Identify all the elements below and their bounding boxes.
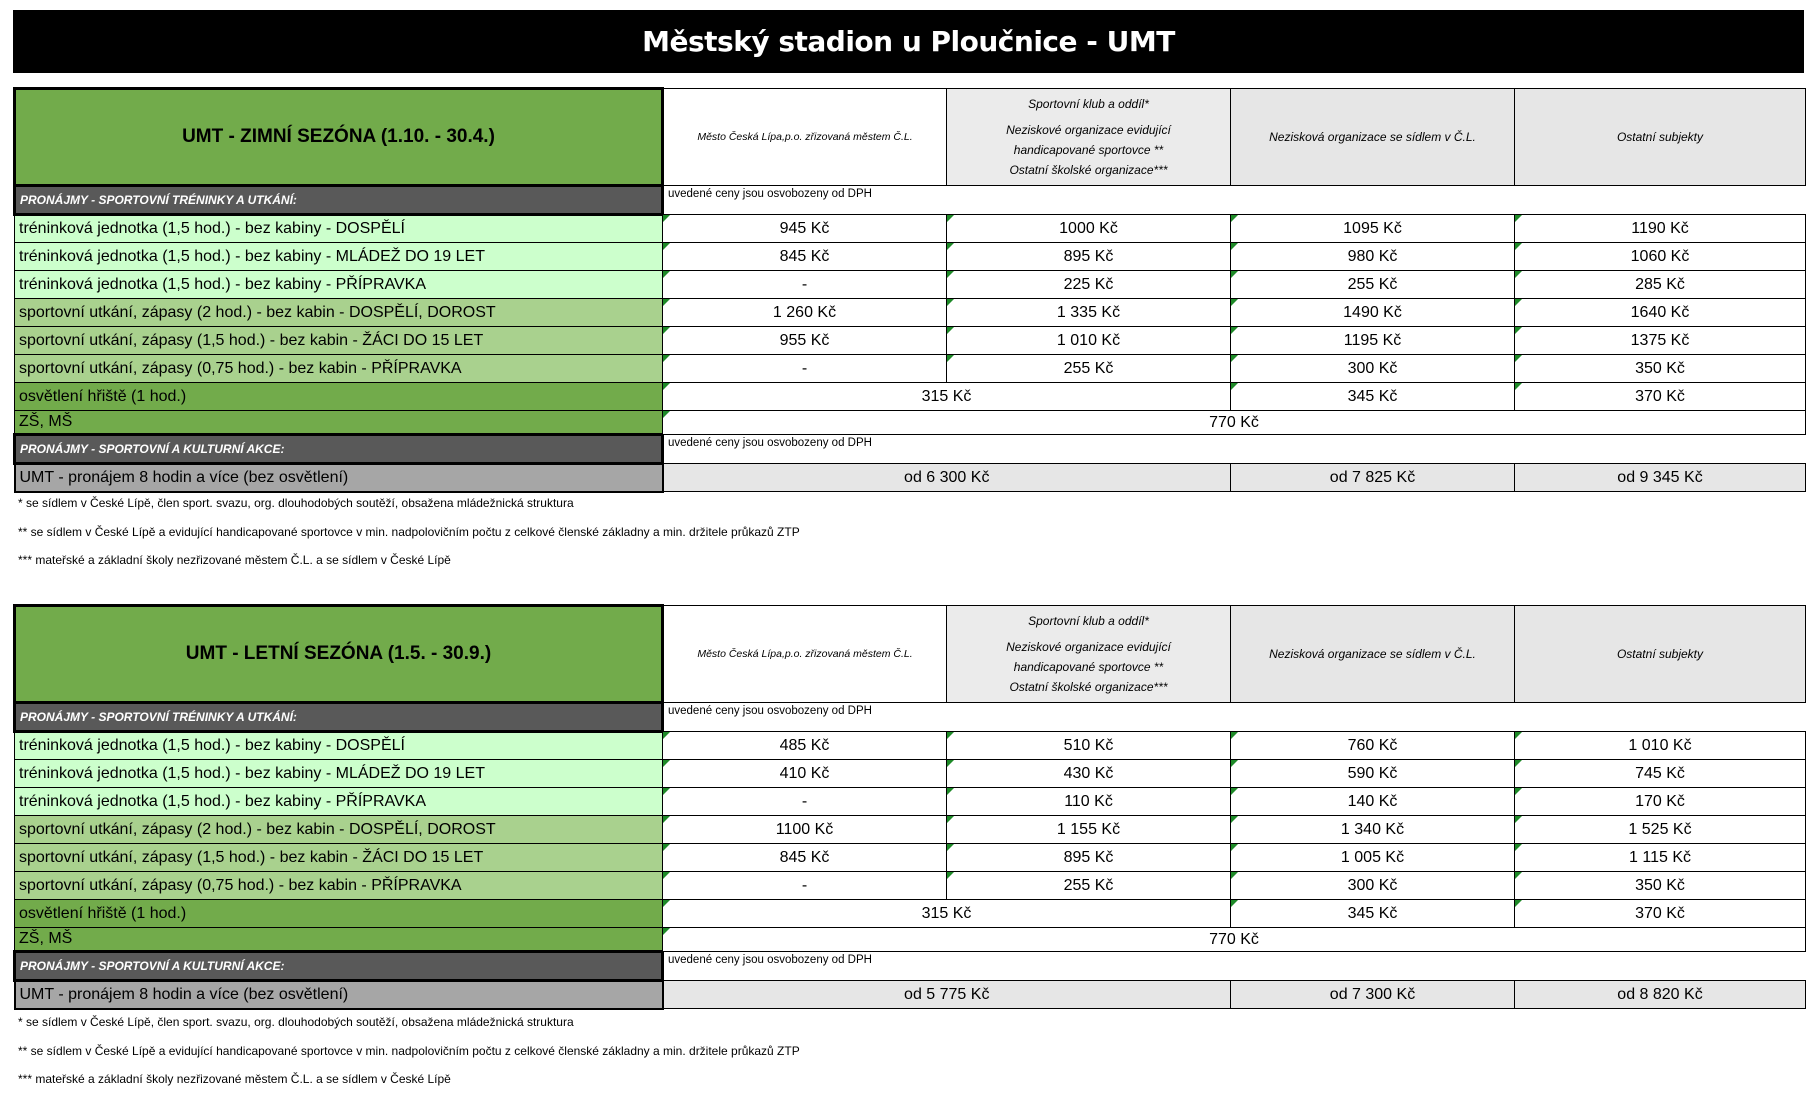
table-row <box>15 411 1806 435</box>
price-cell-text: 1190 Kč <box>1631 219 1689 237</box>
price-row-label <box>15 271 663 299</box>
column-header-nonprofit-text: Nezisková organizace se sídlem v Č.L. <box>1269 647 1476 661</box>
comment-marker-icon <box>663 327 670 334</box>
vat-note <box>663 435 1806 464</box>
price-cell <box>1515 844 1806 872</box>
comment-marker-icon <box>1231 299 1238 306</box>
price-cell <box>947 844 1231 872</box>
column-header-sport-club-line: handicapované sportovce ** <box>1013 660 1164 674</box>
price-row-label <box>15 327 663 355</box>
price-cell-text: 1095 Kč <box>1343 219 1402 237</box>
vat-note-text: uvedené ceny jsou osvobozeny od DPH <box>668 954 872 966</box>
price-cell-text: 955 Kč <box>779 331 830 349</box>
vat-note <box>663 703 1806 732</box>
table-row <box>15 464 1806 492</box>
vat-note-text: uvedené ceny jsou osvobozeny od DPH <box>668 705 872 717</box>
comment-marker-icon <box>947 844 954 851</box>
table-row <box>15 435 1806 464</box>
price-cell-text: 110 Kč <box>1064 792 1113 810</box>
comment-marker-icon <box>1515 900 1522 907</box>
lighting-price-shared <box>663 900 1231 928</box>
comment-marker-icon <box>663 411 670 418</box>
event-label-text: UMT - pronájem 8 hodin a více (bez osvětlení) <box>19 985 349 1003</box>
comment-marker-icon <box>663 215 670 222</box>
school-price <box>663 411 1806 435</box>
price-cell-text: 1 340 Kč <box>1340 820 1405 838</box>
comment-marker-icon <box>1515 355 1522 362</box>
school-label-text: ZŠ, MŠ <box>19 930 73 947</box>
event-price-others <box>1515 464 1806 492</box>
footnote: * se sídlem v České Lípě, člen sport. svazu, org. dlouhodobých soutěží, obsažena mládežnická struktura <box>18 496 574 510</box>
price-cell-text: 980 Kč <box>1347 247 1398 265</box>
category-trainings <box>15 703 663 732</box>
price-row-label <box>15 243 663 271</box>
price-cell <box>1231 299 1515 327</box>
column-header-sport-club-line: Neziskové organizace evidující <box>1006 123 1171 137</box>
price-cell-text: 300 Kč <box>1347 876 1398 894</box>
comment-marker-icon <box>663 732 670 739</box>
price-cell-text: 255 Kč <box>1347 275 1398 293</box>
price-cell <box>663 243 947 271</box>
comment-marker-icon <box>663 900 670 907</box>
lighting-price-nonprofit-text: 345 Kč <box>1347 387 1398 405</box>
price-cell <box>1515 872 1806 900</box>
footnote: *** mateřské a základní školy nezřizované městem Č.L. a se sídlem v České Lípě <box>18 553 451 567</box>
event-price-others-text: od 9 345 Kč <box>1617 468 1703 486</box>
column-header-sport-club-line: Ostatní školské organizace*** <box>1009 680 1168 694</box>
comment-marker-icon <box>1515 844 1522 851</box>
comment-marker-icon <box>1231 788 1238 795</box>
event-price-others <box>1515 981 1806 1009</box>
comment-marker-icon <box>947 243 954 250</box>
price-cell <box>663 760 947 788</box>
column-header-sport-club-line: handicapované sportovce ** <box>1013 143 1164 157</box>
column-header-nonprofit-text: Nezisková organizace se sídlem v Č.L. <box>1269 130 1476 144</box>
price-cell <box>1231 355 1515 383</box>
price-cell-text: 170 Kč <box>1635 792 1685 810</box>
column-header-sport-club <box>947 89 1231 186</box>
comment-marker-icon <box>1231 760 1238 767</box>
winter-season-section <box>13 87 1804 493</box>
comment-marker-icon <box>947 872 954 879</box>
column-header-others-text: Ostatní subjekty <box>1616 647 1704 661</box>
comment-marker-icon <box>663 788 670 795</box>
column-header-sport-club-line: Sportovní klub a oddíl* <box>1028 614 1149 628</box>
price-row-label <box>15 872 663 900</box>
price-row-label-text: tréninková jednotka (1,5 hod.) - bez kabiny - PŘÍPRAVKA <box>19 792 427 810</box>
comment-marker-icon <box>663 383 670 390</box>
price-row-label-text: tréninková jednotka (1,5 hod.) - bez kabiny - PŘÍPRAVKA <box>19 275 427 293</box>
event-price-others-text: od 8 820 Kč <box>1617 985 1703 1003</box>
event-label <box>15 981 663 1009</box>
category-trainings-text: PRONÁJMY - SPORTOVNÍ TRÉNINKY A UTKÁNÍ: <box>20 710 297 724</box>
price-row-label-text: sportovní utkání, zápasy (1,5 hod.) - bez kabin - ŽÁCI DO 15 LET <box>19 331 484 349</box>
table-row <box>15 788 1806 816</box>
page-title: Městský stadion u Ploučnice - UMT <box>13 10 1804 73</box>
price-row-label-text: tréninková jednotka (1,5 hod.) - bez kabiny - MLÁDEŽ DO 19 LET <box>19 247 485 265</box>
price-cell <box>1231 215 1515 243</box>
event-price-shared <box>663 981 1231 1009</box>
price-cell <box>947 788 1231 816</box>
price-cell-text: - <box>801 359 808 377</box>
price-cell <box>1515 243 1806 271</box>
table-row <box>15 981 1806 1009</box>
price-cell-text: 745 Kč <box>1635 764 1685 782</box>
footnote: * se sídlem v České Lípě, člen sport. svazu, org. dlouhodobých soutěží, obsažena mládežnická struktura <box>18 1015 574 1029</box>
table-row <box>15 816 1806 844</box>
comment-marker-icon <box>1231 732 1238 739</box>
lighting-price-shared <box>663 383 1231 411</box>
table-row <box>15 355 1806 383</box>
event-price-nonprofit-text: od 7 300 Kč <box>1329 985 1416 1003</box>
comment-marker-icon <box>1231 816 1238 823</box>
lighting-label-text: osvětlení hřiště (1 hod.) <box>19 904 187 922</box>
lighting-price-nonprofit <box>1231 900 1515 928</box>
price-row-label-text: sportovní utkání, zápasy (2 hod.) - bez kabin - DOSPĚLÍ, DOROST <box>19 303 496 321</box>
price-cell-text: 1 155 Kč <box>1056 820 1121 838</box>
column-header-sport-club-line: Sportovní klub a oddíl* <box>1028 97 1149 111</box>
comment-marker-icon <box>1515 872 1522 879</box>
table-row <box>15 872 1806 900</box>
price-cell <box>1231 732 1515 760</box>
price-cell <box>1231 760 1515 788</box>
table-row <box>15 703 1806 732</box>
price-cell-text: 225 Kč <box>1063 275 1114 293</box>
comment-marker-icon <box>947 327 954 334</box>
school-price-text: 770 Kč <box>1209 413 1259 431</box>
table-row <box>15 928 1806 952</box>
price-cell <box>663 355 947 383</box>
price-cell <box>947 760 1231 788</box>
school-label <box>15 411 663 435</box>
column-header-sport-club-line: Neziskové organizace evidující <box>1006 640 1171 654</box>
price-cell-text: 1100 Kč <box>775 820 834 838</box>
lighting-label <box>15 383 663 411</box>
vat-note <box>663 186 1806 215</box>
price-row-label-text: sportovní utkání, zápasy (1,5 hod.) - bez kabin - ŽÁCI DO 15 LET <box>19 848 484 866</box>
price-cell <box>663 215 947 243</box>
column-header-sport-club-line: Ostatní školské organizace*** <box>1009 163 1168 177</box>
category-events-text: PRONÁJMY - SPORTOVNÍ A KULTURNÍ AKCE: <box>20 959 285 973</box>
vat-note-text: uvedené ceny jsou osvobozeny od DPH <box>668 437 872 449</box>
comment-marker-icon <box>1515 243 1522 250</box>
vat-note <box>663 952 1806 981</box>
category-events-text: PRONÁJMY - SPORTOVNÍ A KULTURNÍ AKCE: <box>20 442 285 456</box>
price-cell-text: 410 Kč <box>779 764 830 782</box>
table-row <box>15 186 1806 215</box>
price-row-label-text: sportovní utkání, zápasy (2 hod.) - bez kabin - DOSPĚLÍ, DOROST <box>19 820 496 838</box>
column-header-sport-club <box>947 606 1231 703</box>
comment-marker-icon <box>663 760 670 767</box>
price-row-label-text: tréninková jednotka (1,5 hod.) - bez kabiny - MLÁDEŽ DO 19 LET <box>19 764 485 782</box>
price-cell <box>663 816 947 844</box>
price-cell <box>947 271 1231 299</box>
price-cell-text: 1 010 Kč <box>1628 736 1692 754</box>
comment-marker-icon <box>1231 327 1238 334</box>
vat-note-text: uvedené ceny jsou osvobozeny od DPH <box>668 188 872 200</box>
price-cell <box>1515 299 1806 327</box>
season-header-text: UMT - ZIMNÍ SEZÓNA (1.10. - 30.4.) <box>182 126 495 147</box>
table-row <box>15 243 1806 271</box>
table-row <box>15 89 1806 186</box>
price-cell-text: 760 Kč <box>1347 736 1398 754</box>
table-row <box>15 299 1806 327</box>
price-cell <box>947 355 1231 383</box>
price-cell-text: 845 Kč <box>779 247 830 265</box>
price-cell <box>663 788 947 816</box>
price-cell <box>947 732 1231 760</box>
price-cell-text: 945 Kč <box>779 219 830 237</box>
price-cell-text: 1640 Kč <box>1630 303 1690 321</box>
comment-marker-icon <box>1515 299 1522 306</box>
price-cell-text: 255 Kč <box>1063 359 1114 377</box>
table-row <box>15 383 1806 411</box>
event-price-nonprofit <box>1231 464 1515 492</box>
price-cell <box>947 327 1231 355</box>
price-cell-text: - <box>801 275 808 293</box>
lighting-price-others <box>1515 383 1806 411</box>
price-cell <box>1515 816 1806 844</box>
price-cell-text: 590 Kč <box>1347 764 1398 782</box>
price-cell-text: 895 Kč <box>1063 247 1114 265</box>
lighting-label-text: osvětlení hřiště (1 hod.) <box>19 387 187 405</box>
price-cell <box>1231 816 1515 844</box>
comment-marker-icon <box>1515 271 1522 278</box>
footnote: ** se sídlem v České Lípě a evidující handicapované sportovce v min. nadpolovičním počtu z celkové členské základny a min. držitele průkazů ZTP <box>18 1044 800 1058</box>
footnote: *** mateřské a základní školy nezřizované městem Č.L. a se sídlem v České Lípě <box>18 1072 451 1086</box>
price-cell-text: 1 525 Kč <box>1628 820 1692 838</box>
season-header <box>15 606 663 703</box>
lighting-price-shared-text: 315 Kč <box>921 387 972 405</box>
price-row-label <box>15 299 663 327</box>
table-row <box>15 952 1806 981</box>
price-cell-text: 1 010 Kč <box>1056 331 1121 349</box>
price-cell-text: 1 335 Kč <box>1056 303 1121 321</box>
comment-marker-icon <box>947 816 954 823</box>
price-row-label-text: sportovní utkání, zápasy (0,75 hod.) - bez kabin - PŘÍPRAVKA <box>19 359 462 377</box>
table-row <box>15 760 1806 788</box>
lighting-price-shared-text: 315 Kč <box>921 904 972 922</box>
price-cell-text: 430 Kč <box>1063 764 1114 782</box>
comment-marker-icon <box>663 872 670 879</box>
comment-marker-icon <box>663 299 670 306</box>
comment-marker-icon <box>1231 243 1238 250</box>
price-row-label-text: sportovní utkání, zápasy (0,75 hod.) - bez kabin - PŘÍPRAVKA <box>19 876 462 894</box>
price-cell-text: - <box>801 876 808 894</box>
price-cell-text: 140 Kč <box>1347 792 1398 810</box>
price-row-label <box>15 816 663 844</box>
price-cell-text: 1 005 Kč <box>1340 848 1405 866</box>
column-header-city-text: Město Česká Lípa,p.o. zřizovaná městem Č.L. <box>697 131 913 143</box>
price-row-label-text: tréninková jednotka (1,5 hod.) - bez kabiny - DOSPĚLÍ <box>19 737 405 754</box>
school-label <box>15 928 663 952</box>
comment-marker-icon <box>1515 383 1522 390</box>
table-row <box>15 215 1806 243</box>
season-header-text: UMT - LETNÍ SEZÓNA (1.5. - 30.9.) <box>185 643 492 664</box>
comment-marker-icon <box>1515 760 1522 767</box>
season-header <box>15 89 663 186</box>
school-label-text: ZŠ, MŠ <box>19 413 73 430</box>
comment-marker-icon <box>1231 872 1238 879</box>
comment-marker-icon <box>663 355 670 362</box>
price-row-label <box>15 732 663 760</box>
price-cell-text: 300 Kč <box>1347 359 1398 377</box>
price-cell <box>1231 788 1515 816</box>
comment-marker-icon <box>663 243 670 250</box>
category-trainings <box>15 186 663 215</box>
column-header-nonprofit <box>1231 89 1515 186</box>
price-cell-text: 1195 Kč <box>1343 331 1402 349</box>
column-header-others-text: Ostatní subjekty <box>1616 130 1704 144</box>
comment-marker-icon <box>947 788 954 795</box>
comment-marker-icon <box>1231 355 1238 362</box>
price-cell-text: 285 Kč <box>1635 275 1685 293</box>
lighting-price-others-text: 370 Kč <box>1635 904 1685 922</box>
price-cell <box>1231 844 1515 872</box>
comment-marker-icon <box>663 928 670 935</box>
table-row <box>15 844 1806 872</box>
price-cell-text: 510 Kč <box>1063 736 1114 754</box>
price-cell <box>947 243 1231 271</box>
lighting-price-others <box>1515 900 1806 928</box>
comment-marker-icon <box>1231 383 1238 390</box>
column-header-city <box>663 606 947 703</box>
comment-marker-icon <box>1231 844 1238 851</box>
price-cell <box>1515 355 1806 383</box>
column-header-nonprofit <box>1231 606 1515 703</box>
event-price-shared-text: od 6 300 Kč <box>904 468 990 486</box>
price-cell <box>947 816 1231 844</box>
price-cell <box>663 327 947 355</box>
column-header-city-text: Město Česká Lípa,p.o. zřizovaná městem Č.L. <box>697 648 913 660</box>
event-price-nonprofit <box>1231 981 1515 1009</box>
comment-marker-icon <box>947 215 954 222</box>
price-cell-text: 485 Kč <box>779 736 830 754</box>
comment-marker-icon <box>663 844 670 851</box>
table-row <box>15 732 1806 760</box>
price-cell <box>947 215 1231 243</box>
category-events <box>15 952 663 981</box>
price-cell <box>1231 872 1515 900</box>
price-cell-text: 1060 Kč <box>1630 247 1690 265</box>
price-cell-text: 255 Kč <box>1063 876 1114 894</box>
price-row-label <box>15 215 663 243</box>
price-cell <box>663 844 947 872</box>
price-cell <box>1515 732 1806 760</box>
comment-marker-icon <box>663 816 670 823</box>
price-cell-text: 350 Kč <box>1635 359 1685 377</box>
price-row-label <box>15 788 663 816</box>
table-row <box>15 271 1806 299</box>
price-cell <box>663 299 947 327</box>
comment-marker-icon <box>1231 215 1238 222</box>
price-cell <box>1231 271 1515 299</box>
price-cell-text: 1375 Kč <box>1630 331 1690 349</box>
event-price-shared-text: od 5 775 Kč <box>904 985 990 1003</box>
comment-marker-icon <box>947 299 954 306</box>
comment-marker-icon <box>1515 816 1522 823</box>
event-price-nonprofit-text: od 7 825 Kč <box>1329 468 1416 486</box>
comment-marker-icon <box>947 732 954 739</box>
school-price-text: 770 Kč <box>1209 930 1259 948</box>
price-cell <box>947 872 1231 900</box>
comment-marker-icon <box>1515 788 1522 795</box>
comment-marker-icon <box>947 355 954 362</box>
price-cell-text: 1 115 Kč <box>1629 848 1691 866</box>
lighting-price-others-text: 370 Kč <box>1635 387 1685 405</box>
comment-marker-icon <box>947 271 954 278</box>
category-events <box>15 435 663 464</box>
price-cell-text: - <box>801 792 808 810</box>
price-cell <box>663 271 947 299</box>
price-cell <box>1515 215 1806 243</box>
price-cell <box>947 299 1231 327</box>
price-row-label <box>15 355 663 383</box>
comment-marker-icon <box>1515 327 1522 334</box>
price-cell-text: 895 Kč <box>1063 848 1114 866</box>
price-cell <box>1231 243 1515 271</box>
event-label <box>15 464 663 492</box>
comment-marker-icon <box>947 760 954 767</box>
price-row-label <box>15 844 663 872</box>
price-cell-text: 350 Kč <box>1635 876 1685 894</box>
price-cell-text: 1490 Kč <box>1343 303 1402 321</box>
comment-marker-icon <box>1515 732 1522 739</box>
lighting-price-nonprofit-text: 345 Kč <box>1347 904 1398 922</box>
event-label-text: UMT - pronájem 8 hodin a více (bez osvětlení) <box>19 468 349 486</box>
comment-marker-icon <box>1231 271 1238 278</box>
price-table <box>13 604 1806 1010</box>
summer-season-section <box>13 604 1804 1010</box>
price-row-label-text: tréninková jednotka (1,5 hod.) - bez kabiny - DOSPĚLÍ <box>19 220 405 237</box>
column-header-city <box>663 89 947 186</box>
category-trainings-text: PRONÁJMY - SPORTOVNÍ TRÉNINKY A UTKÁNÍ: <box>20 193 297 207</box>
comment-marker-icon <box>1231 900 1238 907</box>
price-cell <box>1515 327 1806 355</box>
event-price-shared <box>663 464 1231 492</box>
table-row <box>15 606 1806 703</box>
footnote: ** se sídlem v České Lípě a evidující handicapované sportovce v min. nadpolovičním počtu z celkové členské základny a min. držitele průkazů ZTP <box>18 525 800 539</box>
price-cell <box>1515 788 1806 816</box>
table-row <box>15 900 1806 928</box>
table-row <box>15 327 1806 355</box>
column-header-others <box>1515 606 1806 703</box>
price-cell-text: 1 260 Kč <box>772 303 837 321</box>
school-price <box>663 928 1806 952</box>
lighting-label <box>15 900 663 928</box>
price-table <box>13 87 1806 493</box>
price-cell <box>663 872 947 900</box>
price-cell <box>663 732 947 760</box>
comment-marker-icon <box>663 271 670 278</box>
price-cell <box>1231 327 1515 355</box>
comment-marker-icon <box>1515 215 1522 222</box>
price-row-label <box>15 760 663 788</box>
price-cell <box>1515 271 1806 299</box>
column-header-others <box>1515 89 1806 186</box>
lighting-price-nonprofit <box>1231 383 1515 411</box>
price-cell-text: 845 Kč <box>779 848 830 866</box>
price-cell-text: 1000 Kč <box>1059 219 1118 237</box>
price-cell <box>1515 760 1806 788</box>
